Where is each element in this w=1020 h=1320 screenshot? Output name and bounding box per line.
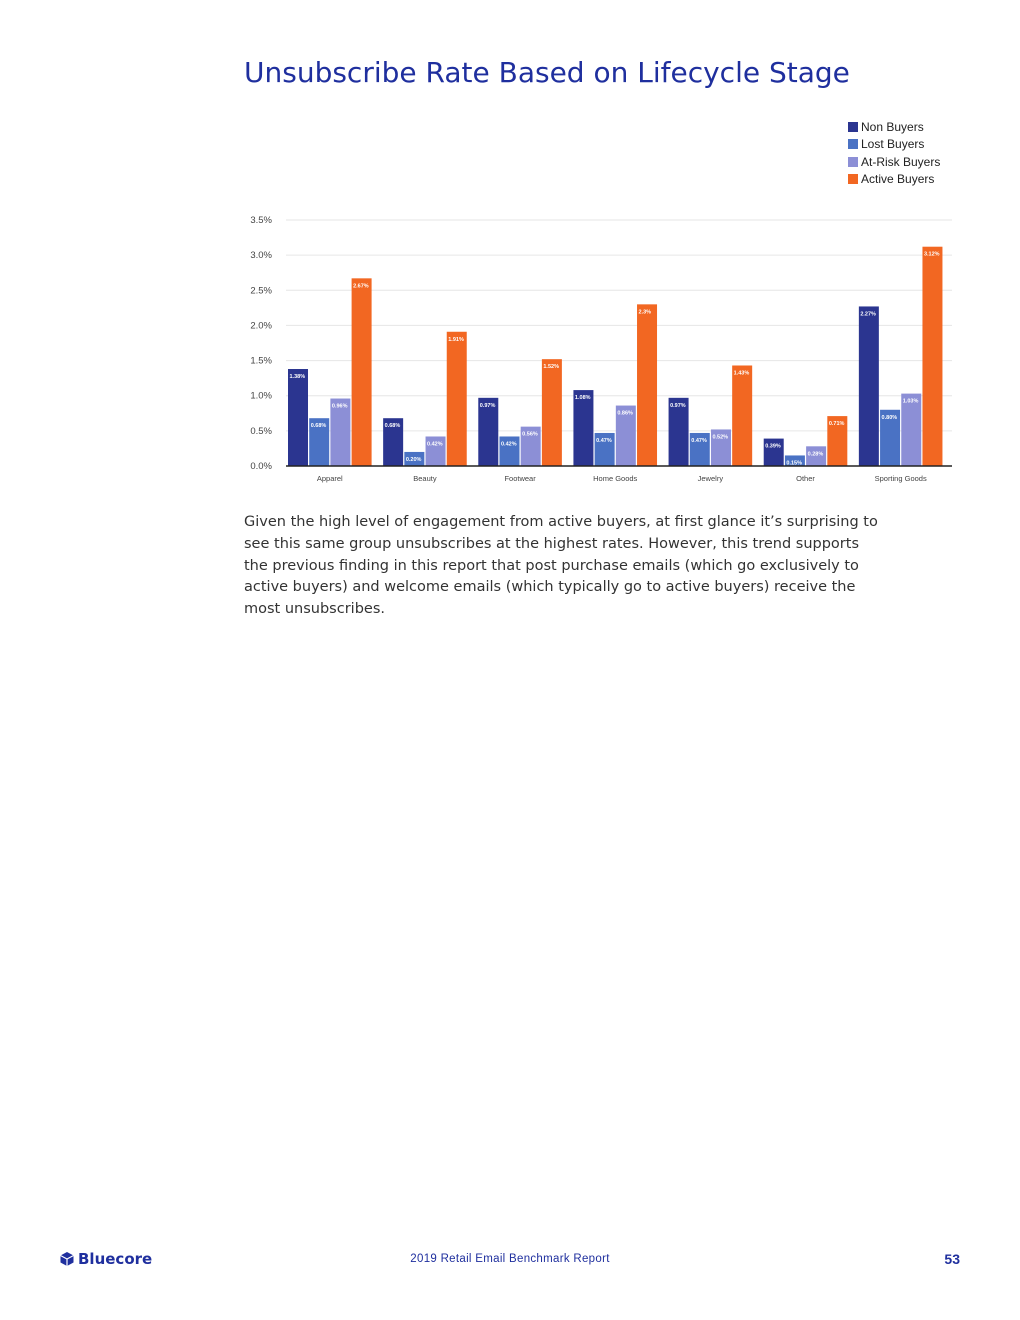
bar	[859, 306, 879, 466]
x-tick-label: Footwear	[504, 474, 536, 483]
data-label: 0.15%	[786, 460, 803, 467]
data-label: 0.52%	[712, 434, 729, 441]
y-tick-label: 3.0%	[250, 250, 272, 262]
x-tick-label: Home Goods	[593, 474, 638, 483]
data-label: 1.43%	[733, 370, 750, 377]
bar	[637, 304, 657, 466]
x-tick-label: Beauty	[413, 474, 437, 483]
data-label: 1.52%	[543, 364, 559, 371]
data-label: 2.3%	[638, 309, 652, 316]
legend-swatch	[848, 139, 858, 149]
data-label: 0.56%	[522, 431, 538, 438]
legend-label: Active Buyers	[861, 172, 935, 187]
x-tick-label: Sporting Goods	[874, 474, 927, 483]
data-label: 0.86%	[617, 410, 633, 417]
data-label: 0.47%	[691, 437, 707, 444]
data-label: 0.96%	[331, 403, 348, 410]
chart-legend	[848, 118, 940, 188]
data-label: 3.12%	[923, 251, 940, 258]
data-label: 1.91%	[448, 336, 464, 343]
data-label: 1.38%	[289, 374, 306, 381]
page-number: 53	[944, 1251, 960, 1267]
page-title: Unsubscribe Rate Based on Lifecycle Stage	[244, 56, 850, 89]
y-tick-label: 3.5%	[250, 215, 272, 226]
data-label: 0.68%	[310, 423, 327, 430]
legend-swatch	[848, 122, 858, 132]
data-label: 0.97%	[670, 402, 686, 409]
bar	[447, 332, 467, 466]
legend-item-at-risk-buyers	[848, 153, 940, 171]
data-label: 0.47%	[596, 437, 612, 444]
logo-text: Bluecore	[78, 1250, 153, 1268]
x-tick-label: Apparel	[316, 474, 343, 483]
data-label: 2.67%	[353, 283, 369, 290]
legend-label: At-Risk Buyers	[861, 154, 941, 169]
y-tick-label: 0.0%	[250, 461, 272, 472]
data-label: 0.68%	[384, 423, 401, 430]
bar	[288, 369, 308, 466]
body-paragraph: Given the high level of engagement from active buyers, at first glance it’s surprising to see this same group unsubscribes at the highest rates. However, this trend supports the previous finding in this report that post purchase emails (which go exclusively to active buyers) and welcome emails (which typically go to active buyers) receive the most unsubscribes.	[244, 514, 878, 618]
y-tick-label: 2.5%	[250, 285, 272, 297]
data-label: 1.08%	[574, 395, 591, 402]
y-tick-label: 1.5%	[250, 355, 272, 367]
data-label: 0.97%	[479, 402, 496, 409]
bar	[732, 365, 752, 466]
data-label: 0.42%	[427, 441, 443, 448]
legend-swatch	[848, 174, 858, 184]
legend-label: Lost Buyers	[861, 137, 925, 152]
data-label: 0.20%	[405, 456, 422, 463]
x-tick-label: Jewelry	[697, 474, 724, 483]
report-title: 2019 Retail Email Benchmark Report	[410, 1253, 610, 1265]
data-label: 0.39%	[765, 443, 781, 450]
data-label: 0.80%	[881, 414, 898, 421]
x-tick-label: Other	[796, 474, 815, 483]
legend-label: Non Buyers	[861, 119, 924, 134]
legend-item-non-buyers	[848, 118, 940, 136]
legend-swatch	[848, 157, 858, 167]
y-tick-label: 0.5%	[250, 425, 272, 437]
y-tick-label: 1.0%	[250, 390, 272, 402]
data-label: 0.71%	[828, 421, 845, 428]
bar	[573, 390, 593, 466]
bar	[542, 359, 562, 466]
legend-item-lost-buyers	[848, 136, 940, 154]
data-label: 1.03%	[902, 398, 919, 405]
legend-item-active-buyers	[848, 171, 940, 189]
data-label: 0.42%	[500, 441, 517, 448]
data-label: 0.28%	[807, 451, 824, 458]
data-label: 2.27%	[860, 311, 876, 318]
y-tick-label: 2.0%	[250, 320, 272, 332]
bar	[352, 278, 372, 466]
bar	[922, 247, 942, 466]
